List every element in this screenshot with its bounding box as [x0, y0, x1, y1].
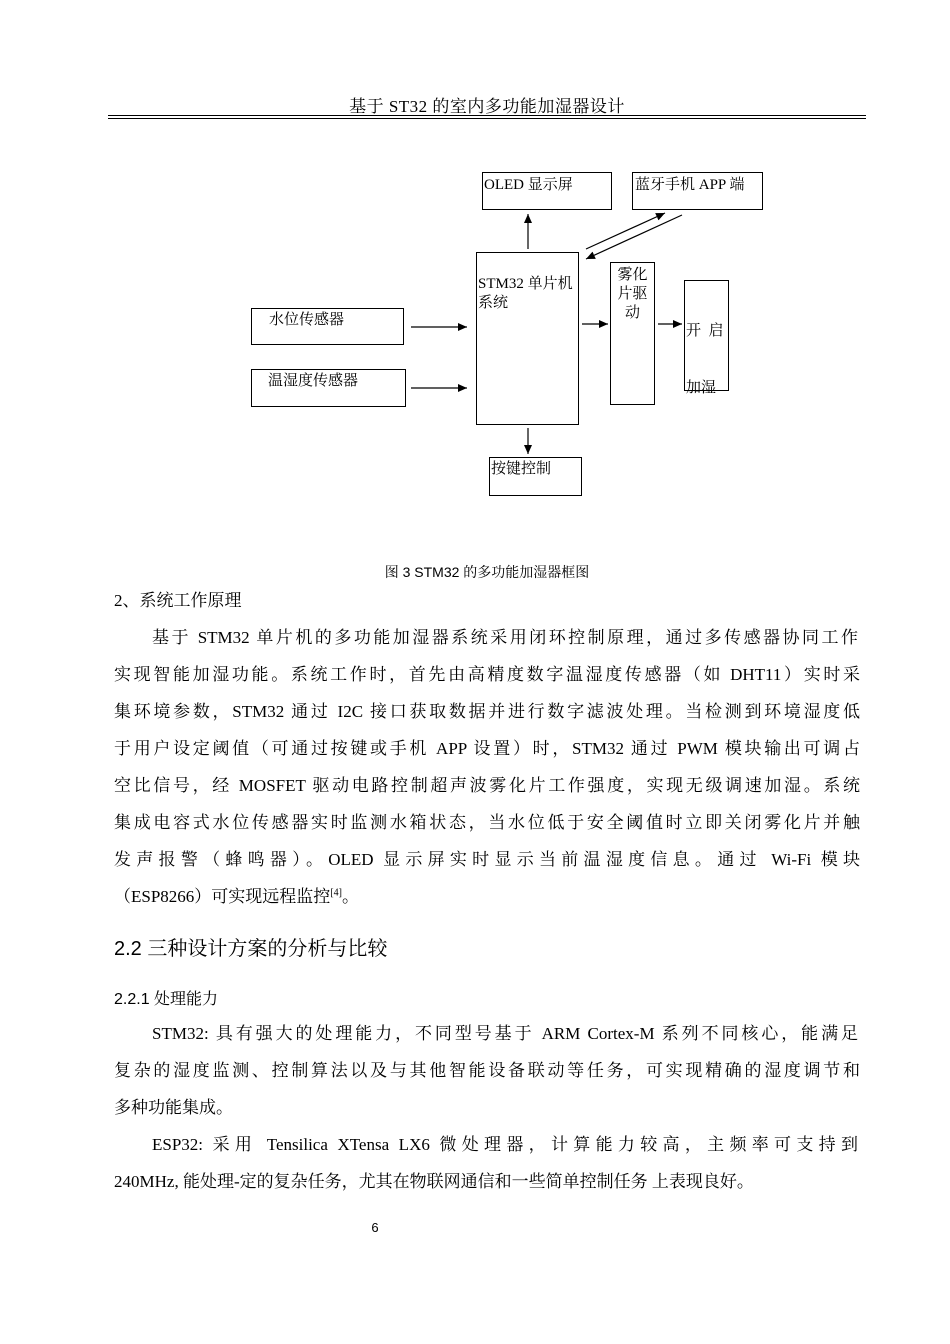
para1-end: 。	[341, 887, 359, 906]
bluetooth-app-label: 蓝牙手机 APP 端	[635, 177, 745, 193]
page-number: 6	[371, 1220, 379, 1235]
atomizer-label-line3: 动	[624, 305, 640, 321]
citation-ref: [4]	[330, 887, 342, 899]
diagram-arrows	[0, 0, 950, 600]
para1-line8-text: （ESP8266）可实现远程监控	[114, 887, 331, 906]
para2-line3: 多种功能集成。	[114, 1098, 233, 1117]
key-control-label: 按键控制	[491, 461, 552, 477]
running-header: 基于 ST32 的室内多功能加湿器设计	[349, 97, 625, 116]
para1-line1: 基于 STM32 单片机的多功能加湿器系统采用闭环控制原理，通过多传感器协同工作	[152, 628, 858, 647]
para1-line6: 集成电容式水位传感器实时监测水箱状态，当水位低于安全阈值时立即关闭雾化片并触	[114, 813, 860, 832]
para1-line3: 集环境参数，STM32 通过 I2C 接口获取数据并进行数字滤波处理。当检测到环境湿度低	[114, 702, 860, 721]
para3-line1: ESP32: 采用 Tensilica XTensa LX6 微处理器，计算能力较高，主频率可支持到	[152, 1135, 858, 1154]
water-level-sensor-label: 水位传感器	[269, 312, 345, 328]
para1-line2: 实现智能加湿功能。系统工作时，首先由高精度数字温湿度传感器（如 DHT11）实时采	[114, 665, 860, 684]
heading-2-2-1: 2.2.1 处理能力	[114, 991, 219, 1008]
atomizer-label-line1: 雾化	[617, 267, 648, 283]
temp-humidity-sensor-label: 温湿度传感器	[268, 373, 359, 389]
arrow-stm32-to-bluetooth	[586, 213, 665, 249]
para3-line2: 240MHz, 能处理-定的复杂任务，尤其在物联网通信和一些简单控制任务 上表现良好。	[114, 1172, 754, 1191]
humidify-label-line1: 开 启	[686, 323, 724, 339]
section-item-title: 2、系统工作原理	[114, 591, 242, 610]
figure-caption: 图 3 STM32 的多功能加湿器框图	[384, 564, 590, 580]
atomizer-label-line2: 片驱	[617, 286, 648, 302]
stm32-label-line1: STM32 单片机	[478, 276, 573, 292]
oled-display-label: OLED 显示屏	[484, 177, 573, 193]
stm32-label-line2: 系统	[478, 295, 509, 311]
arrow-bluetooth-to-stm32	[586, 215, 682, 259]
para2-line1: STM32: 具有强大的处理能力，不同型号基于 ARM Cortex-M 系列不同核心，能满足	[152, 1024, 858, 1043]
para1-line8	[114, 882, 860, 907]
humidify-label-line2: 加湿	[686, 380, 717, 396]
para1-line4: 于用户设定阈值（可通过按键或手机 APP 设置）时，STM32 通过 PWM 模块输出可调占	[114, 739, 860, 758]
para2-line2: 复杂的湿度监测、控制算法以及与其他智能设备联动等任务，可实现精确的湿度调节和	[114, 1061, 860, 1080]
para1-line7: 发声报警（蜂鸣器）。OLED 显示屏实时显示当前温湿度信息。通过 Wi-Fi 模块	[114, 850, 860, 869]
para1-line5: 空比信号，经 MOSFET 驱动电路控制超声波雾化片工作强度，实现无级调速加湿。系统	[114, 776, 860, 795]
heading-2-2: 2.2 三种设计方案的分析与比较	[114, 938, 388, 960]
